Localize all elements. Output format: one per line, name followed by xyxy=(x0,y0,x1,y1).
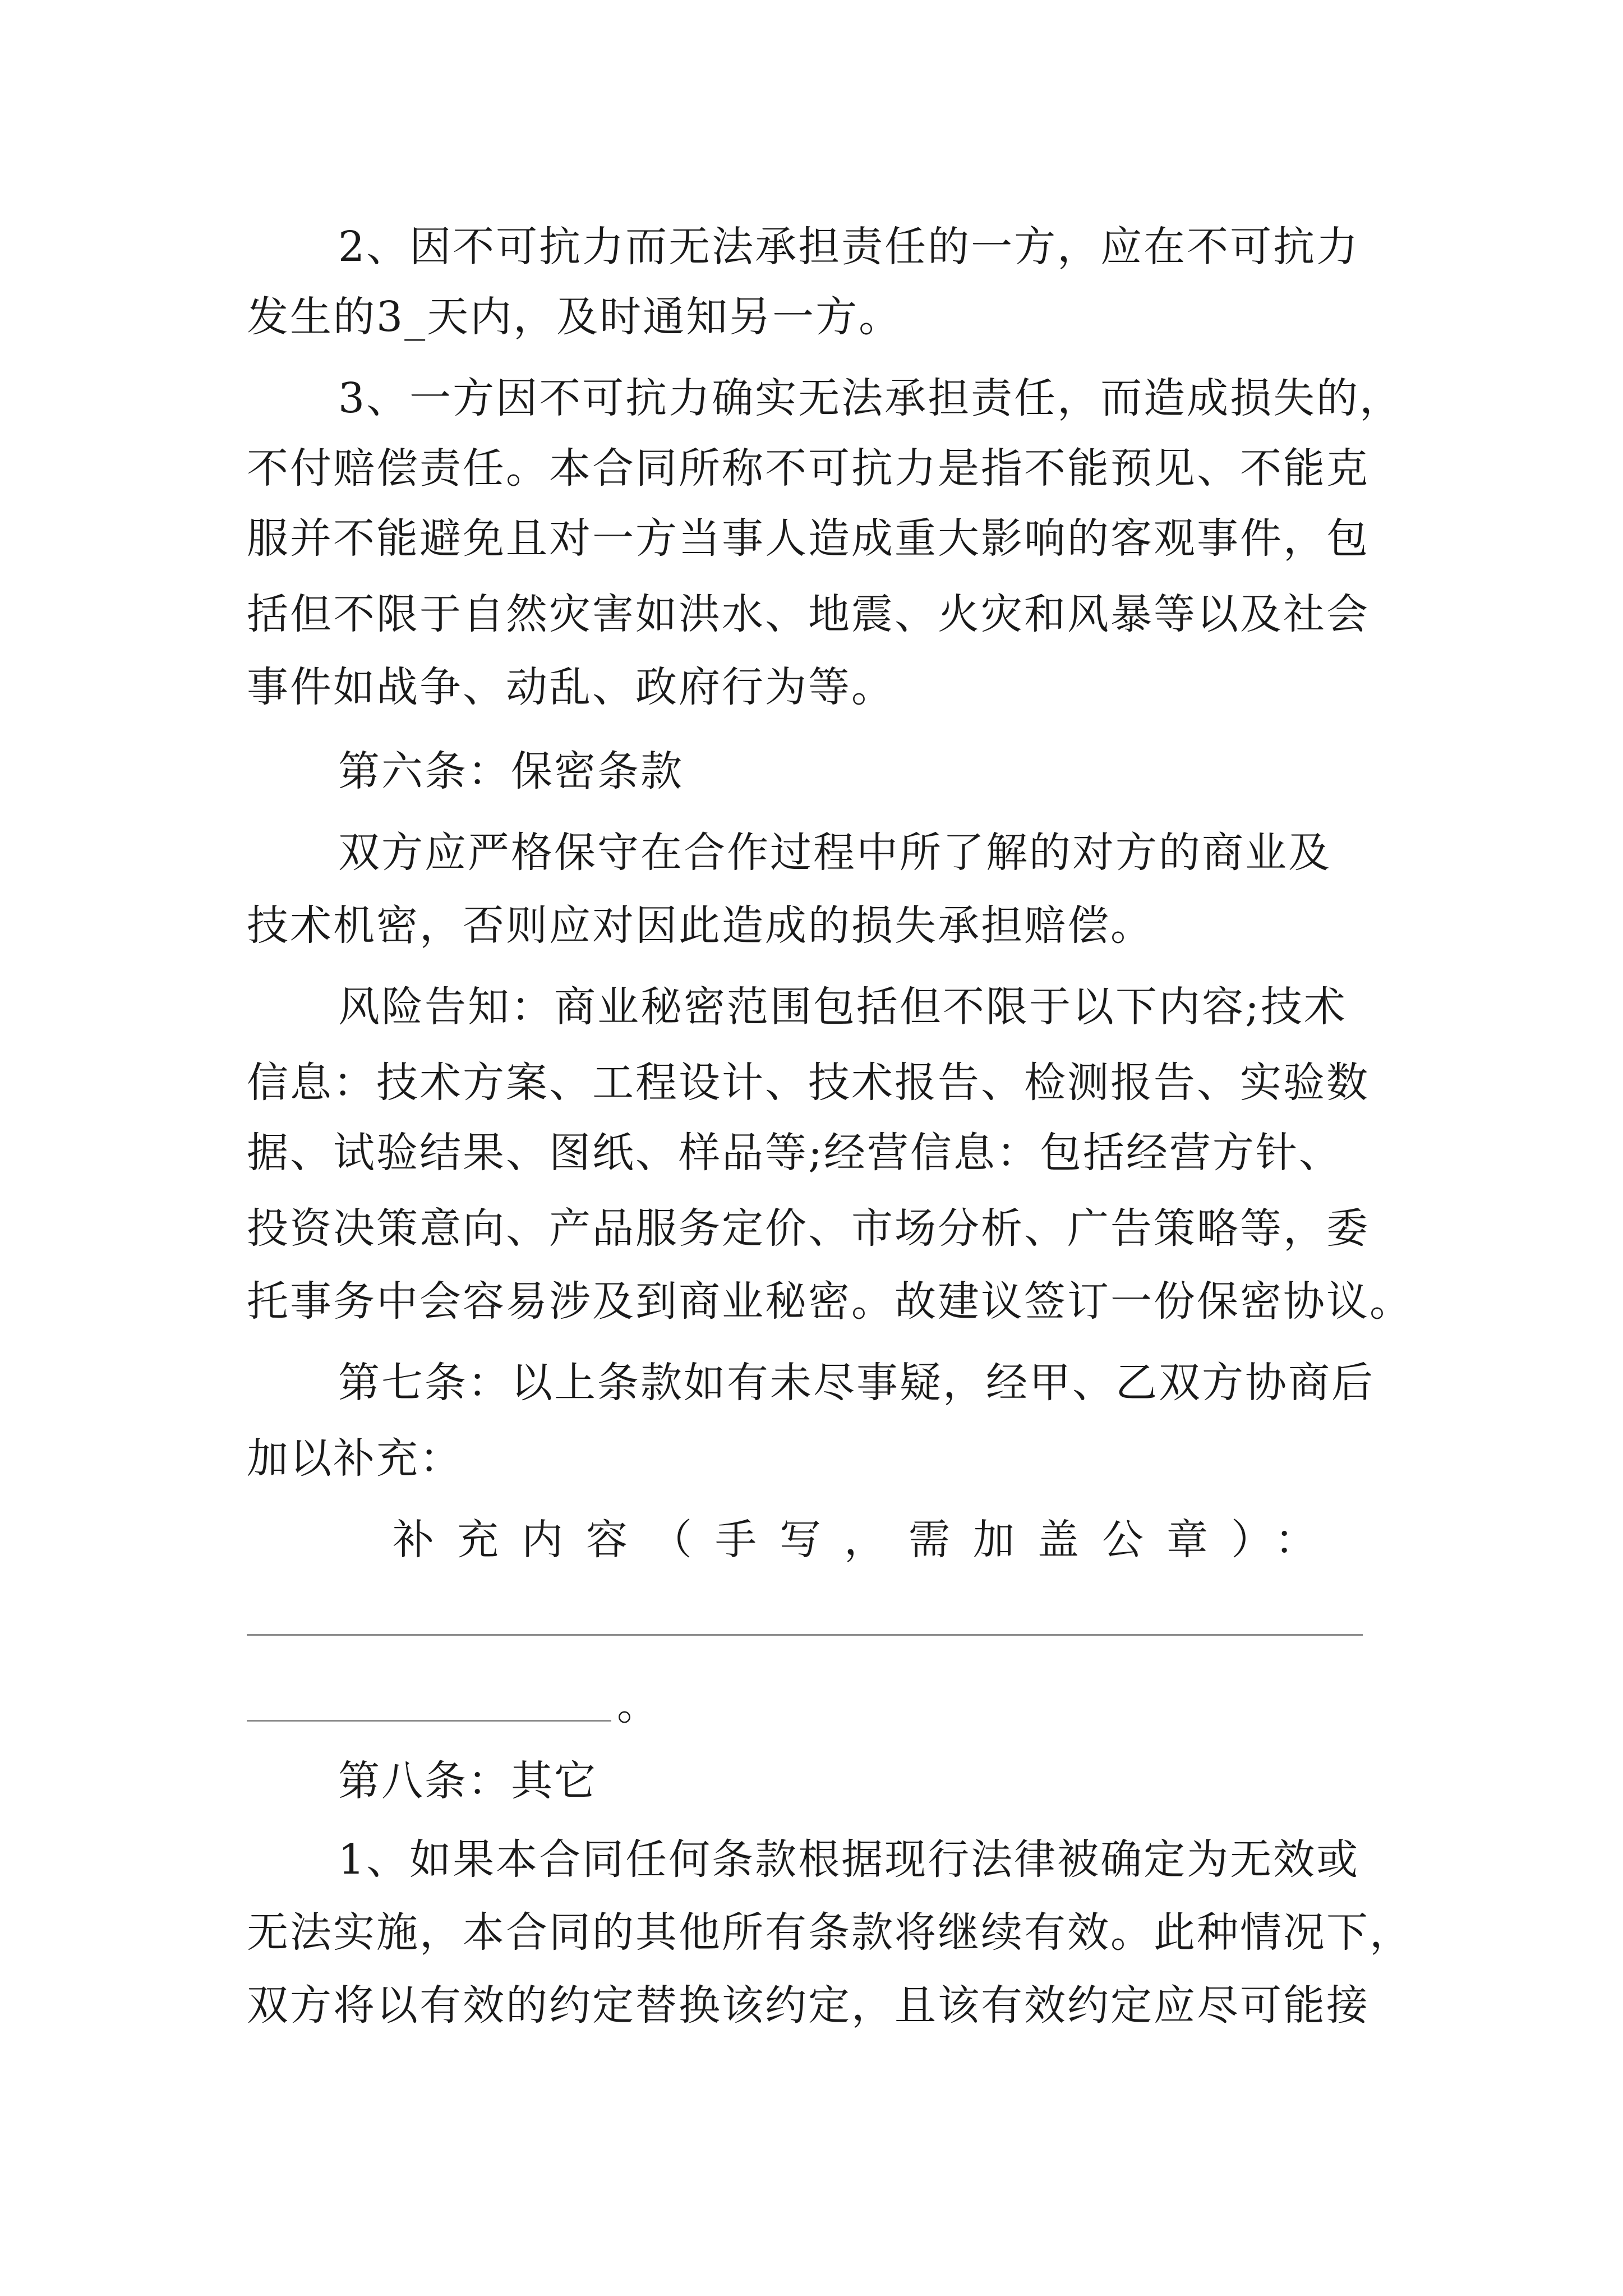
text-line: 双方将以有效的约定替换该约定，且该有效约定应尽可能接 xyxy=(247,1981,1370,2030)
text-line: 据、试验结果、图纸、样品等;经营信息：包括经营方针、 xyxy=(247,1129,1342,1177)
end-period: 。 xyxy=(617,1681,658,1729)
text-line: 托事务中会容易涉及到商业秘密。故建议签订一份保密协议。 xyxy=(247,1277,1413,1326)
section-heading-8: 第八条：其它 xyxy=(338,1757,597,1805)
text-line: 发生的3_天内，及时通知另一方。 xyxy=(247,293,902,341)
text-line: 加以补充： xyxy=(247,1434,463,1483)
text-line: 信息：技术方案、工程设计、技术报告、检测报告、实验数 xyxy=(247,1059,1370,1107)
text-line: 不付赔偿责任。本合同所称不可抗力是指不能预见、不能克 xyxy=(247,444,1370,493)
text-line: 技术机密，否则应对因此造成的损失承担赔偿。 xyxy=(247,901,1154,950)
text-line: 括但不限于自然灾害如洪水、地震、火灾和风暴等以及社会 xyxy=(247,590,1370,638)
text-line: 1、如果本合同任何条款根据现行法律被确定为无效或 xyxy=(338,1835,1360,1884)
text-line: 无法实施，本合同的其他所有条款将继续有效。此种情况下， xyxy=(247,1908,1413,1957)
section-heading-6: 第六条：保密条款 xyxy=(338,747,684,795)
text-line: 双方应严格保守在合作过程中所了解的对方的商业及 xyxy=(338,829,1331,877)
handwriting-blank-line xyxy=(247,1634,1363,1636)
section-heading-7: 第七条：以上条款如有未尽事疑，经甲、乙双方协商后 xyxy=(338,1359,1375,1407)
handwriting-blank-line xyxy=(247,1720,611,1722)
text-line: 服并不能避免且对一方当事人造成重大影响的客观事件，包 xyxy=(247,514,1370,563)
text-line: 风险告知：商业秘密范围包括但不限于以下内容;技术 xyxy=(338,983,1347,1031)
supplement-label: 补充内容（手写，需加盖公章）： xyxy=(393,1516,1339,1564)
text-line: 投资决策意向、产品服务定价、市场分析、广告策略等，委 xyxy=(247,1204,1370,1253)
text-line: 3、一方因不可抗力确实无法承担责任，而造成损失的， xyxy=(338,374,1403,422)
text-line: 2、因不可抗力而无法承担责任的一方，应在不可抗力 xyxy=(338,223,1360,271)
text-line: 事件如战争、动乱、政府行为等。 xyxy=(247,663,895,711)
